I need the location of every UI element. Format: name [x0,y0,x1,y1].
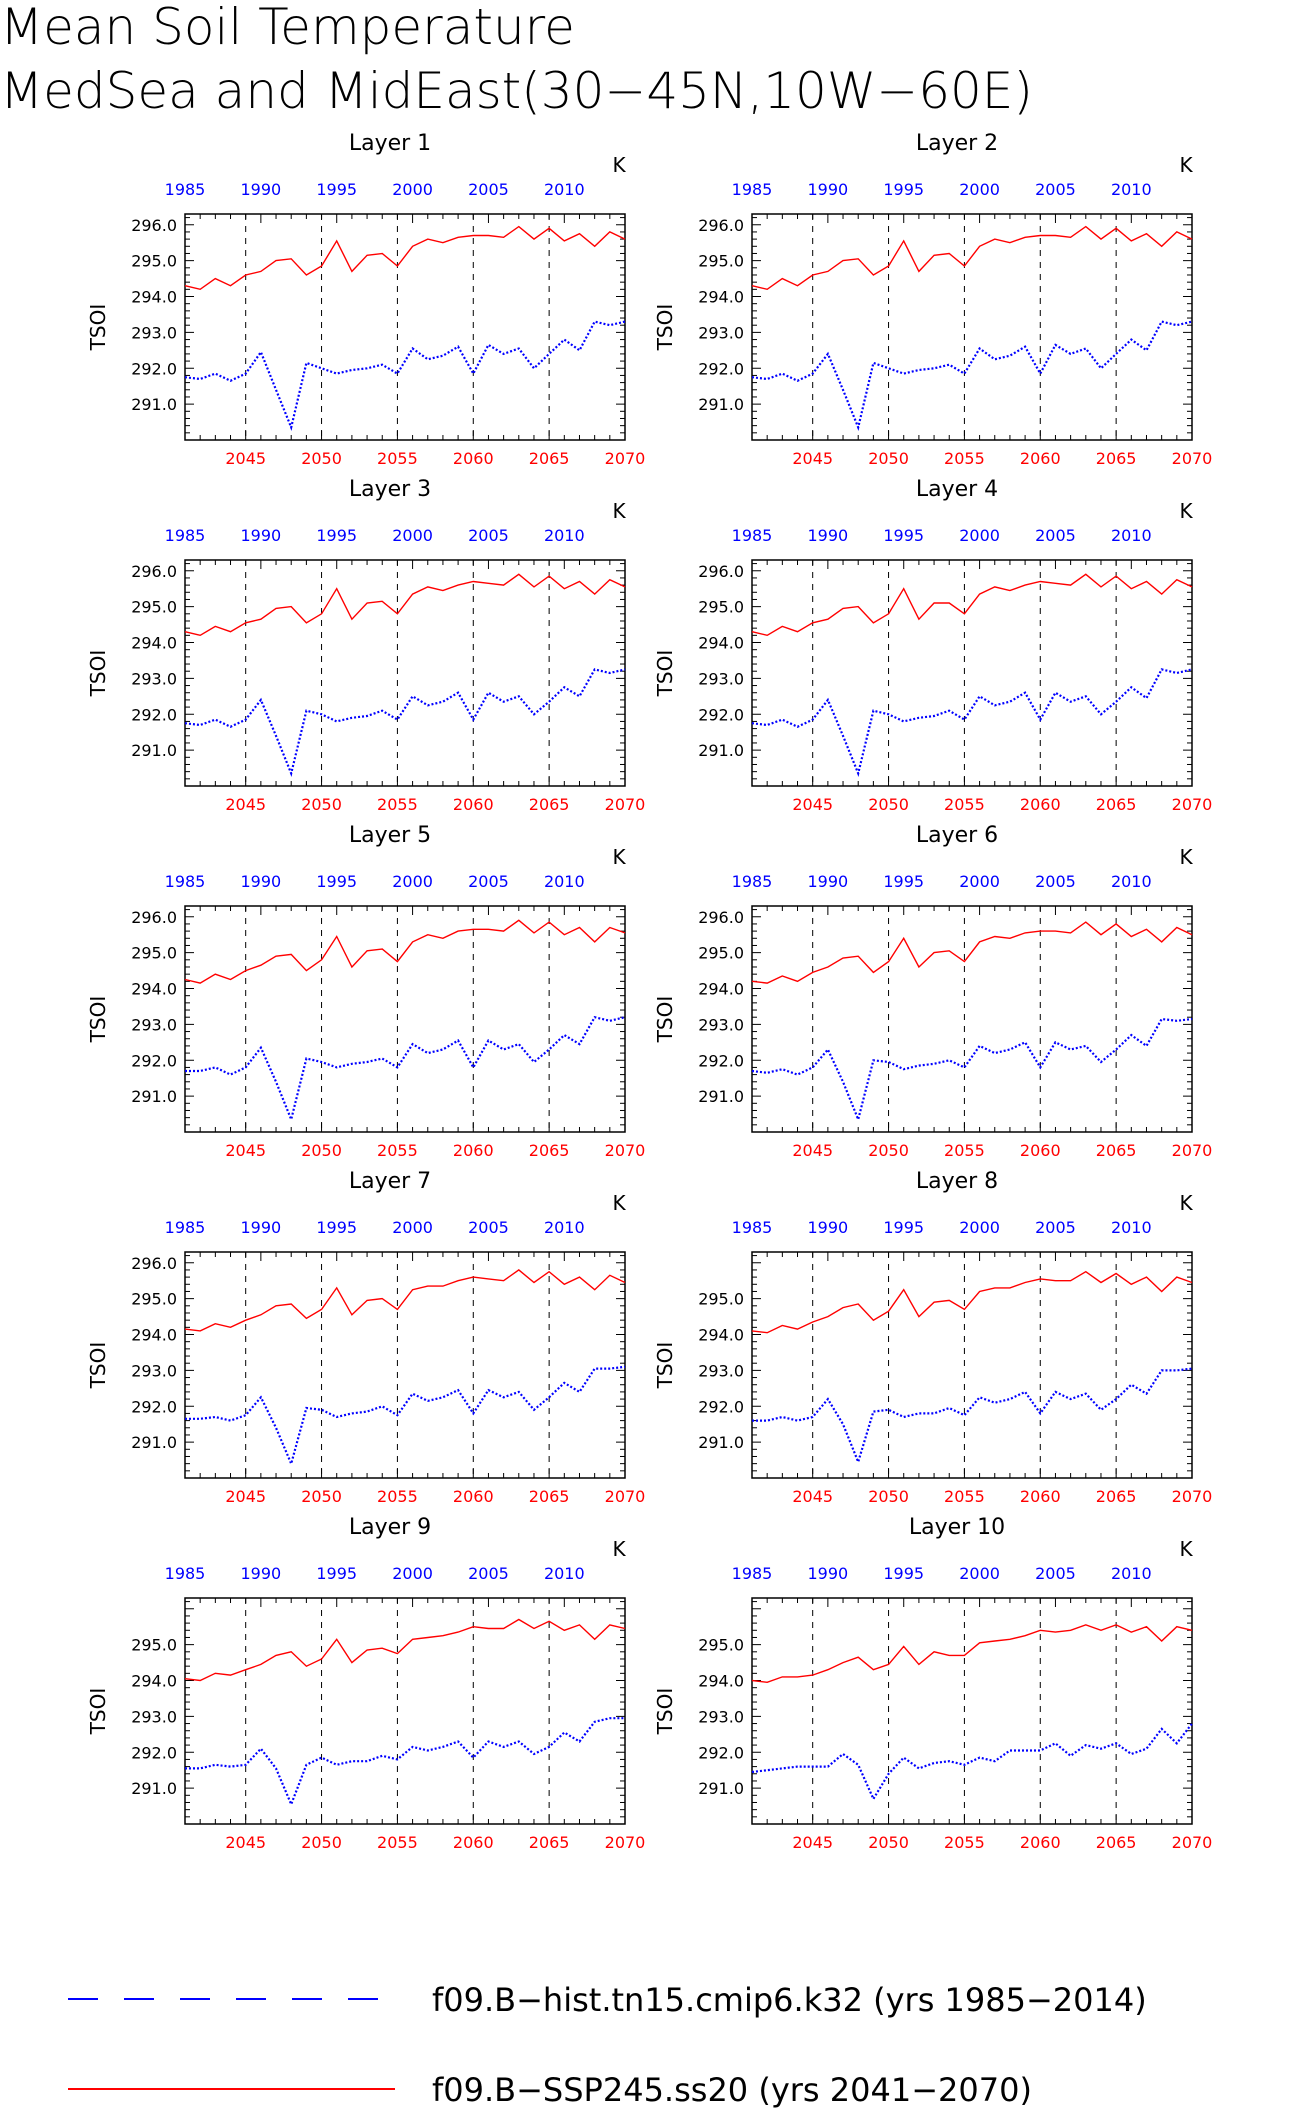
x-tick-label-top: 2000 [959,1218,1000,1237]
x-tick-label-top: 2010 [1110,1218,1152,1237]
legend-hist-label: f09.B−hist.tn15.cmip6.k32 (yrs 1985−2014) [432,1981,1147,2019]
y-tick-label: 291.0 [698,1087,744,1107]
x-tick-label-top: 2005 [468,872,509,891]
x-tick-label-bottom: 2065 [1095,1833,1137,1852]
y-tick-label: 292.0 [131,1743,177,1763]
panel-title: Layer 10 [908,1515,1006,1540]
series-ssp-line [752,227,1192,290]
y-tick-label: 291.0 [131,741,177,761]
series-ssp-line [752,1272,1192,1333]
y-tick-label: 291.0 [131,1433,177,1453]
x-tick-label-top: 1990 [807,180,849,199]
series-ssp-line [752,574,1192,635]
y-tick-label: 293.0 [131,669,177,689]
x-tick-label-top: 1985 [164,1218,206,1237]
panel-2 [653,131,1212,468]
panel-3 [86,477,645,814]
x-tick-label-bottom: 2070 [1171,449,1213,468]
series-ssp-line [185,920,625,983]
plot-frame [185,906,625,1132]
x-tick-label-bottom: 2050 [301,1833,342,1852]
y-tick-label: 293.0 [698,1015,744,1035]
x-tick-label-bottom: 2060 [452,1833,494,1852]
panel-7 [86,1169,645,1506]
series-hist-line [752,1369,1192,1462]
x-tick-label-bottom: 2065 [528,1487,570,1506]
x-tick-label-top: 1990 [807,526,849,545]
y-tick-label: 291.0 [698,741,744,761]
y-tick-label: 293.0 [131,1015,177,1035]
panel-10 [653,1515,1212,1852]
y-tick-label: 294.0 [698,1325,744,1345]
y-tick-label: 296.0 [698,561,744,581]
x-tick-label-top: 2010 [1110,1564,1152,1583]
x-tick-label-bottom: 2050 [301,1487,342,1506]
plot-frame [185,1252,625,1478]
x-tick-label-top: 1990 [240,1218,282,1237]
x-tick-label-top: 1995 [316,1218,358,1237]
y-tick-label: 295.0 [698,597,744,617]
units-label: K [612,1191,626,1215]
x-tick-label-bottom: 2055 [944,1141,985,1160]
x-tick-label-top: 1990 [807,872,849,891]
units-label: K [1179,1537,1193,1561]
y-tick-label: 293.0 [131,1707,177,1727]
x-tick-label-top: 2005 [1035,1218,1076,1237]
y-axis-label: TSOI [653,1341,677,1389]
panel-title: Layer 8 [915,1169,999,1194]
panel-9 [86,1515,645,1852]
x-tick-label-top: 1990 [240,180,282,199]
y-tick-label: 291.0 [131,1779,177,1799]
series-hist-line [185,1367,625,1464]
x-tick-label-top: 1990 [240,1564,282,1583]
plot-frame [185,214,625,440]
units-label: K [1179,153,1193,177]
x-tick-label-top: 1995 [883,872,925,891]
y-tick-label: 295.0 [131,251,177,271]
x-tick-label-top: 1995 [316,180,358,199]
y-tick-label: 292.0 [698,1743,744,1763]
x-tick-label-top: 1995 [883,180,925,199]
plot-frame [752,1252,1192,1478]
x-tick-label-top: 1995 [883,1218,925,1237]
plot-frame [185,1598,625,1824]
units-label: K [1179,499,1193,523]
x-tick-label-bottom: 2070 [604,1833,646,1852]
x-tick-label-top: 2000 [959,872,1000,891]
y-tick-label: 296.0 [131,907,177,927]
series-hist-line [185,322,625,428]
x-tick-label-bottom: 2045 [792,1487,834,1506]
x-tick-label-bottom: 2050 [301,795,342,814]
panel-1 [86,131,645,468]
x-tick-label-bottom: 2050 [301,449,342,468]
x-tick-label-top: 1985 [731,180,773,199]
x-tick-label-bottom: 2065 [528,449,570,468]
panel-title: Layer 4 [915,477,999,502]
units-label: K [612,845,626,869]
series-ssp-line [185,574,625,635]
x-tick-label-bottom: 2070 [1171,1141,1213,1160]
x-tick-label-bottom: 2055 [944,795,985,814]
y-tick-label: 296.0 [131,215,177,235]
y-tick-label: 291.0 [698,395,744,415]
y-tick-label: 292.0 [131,1051,177,1071]
series-hist-line [185,1017,625,1119]
x-tick-label-bottom: 2055 [377,795,418,814]
y-tick-label: 294.0 [131,1671,177,1691]
x-tick-label-top: 2005 [468,526,509,545]
x-tick-label-bottom: 2065 [1095,1141,1137,1160]
x-tick-label-bottom: 2050 [868,1833,909,1852]
x-tick-label-bottom: 2055 [944,449,985,468]
x-tick-label-top: 2000 [392,1564,433,1583]
x-tick-label-bottom: 2045 [225,449,267,468]
plot-frame [185,560,625,786]
x-tick-label-top: 1995 [883,526,925,545]
units-label: K [612,499,626,523]
x-tick-label-top: 2010 [543,872,585,891]
panel-6 [653,823,1212,1160]
y-tick-label: 292.0 [698,1051,744,1071]
x-tick-label-top: 2000 [959,1564,1000,1583]
x-tick-label-top: 1995 [316,872,358,891]
series-hist-line [752,322,1192,428]
y-tick-label: 292.0 [131,1397,177,1417]
panel-5 [86,823,645,1160]
panel-4 [653,477,1212,814]
series-hist-line [185,669,625,773]
x-tick-label-bottom: 2045 [792,1141,834,1160]
x-tick-label-top: 1985 [164,1564,206,1583]
units-label: K [1179,1191,1193,1215]
y-tick-label: 295.0 [131,1289,177,1309]
x-tick-label-top: 2005 [468,1564,509,1583]
series-hist-line [752,1019,1192,1119]
x-tick-label-bottom: 2045 [225,1487,267,1506]
x-tick-label-top: 2010 [543,180,585,199]
y-tick-label: 291.0 [698,1433,744,1453]
plot-frame [752,1598,1192,1824]
plot-frame [752,214,1192,440]
x-tick-label-top: 2005 [1035,526,1076,545]
x-tick-label-top: 2010 [1110,526,1152,545]
x-tick-label-bottom: 2060 [1019,1487,1061,1506]
y-tick-label: 292.0 [698,705,744,725]
y-axis-label: TSOI [653,303,677,351]
panel-title: Layer 6 [915,823,999,848]
legend [68,1981,1147,2109]
panels [86,131,1212,1852]
panel-title: Layer 2 [915,131,999,156]
x-tick-label-bottom: 2070 [1171,795,1213,814]
figure-title-line1: Mean Soil Temperature [0,0,575,56]
x-tick-label-top: 2000 [959,526,1000,545]
x-tick-label-top: 2005 [468,180,509,199]
x-tick-label-top: 1985 [731,526,773,545]
x-tick-label-top: 2005 [468,1218,509,1237]
x-tick-label-bottom: 2055 [377,1833,418,1852]
x-tick-label-bottom: 2055 [944,1487,985,1506]
x-tick-label-bottom: 2060 [452,1487,494,1506]
y-axis-label: TSOI [653,995,677,1043]
x-tick-label-top: 2010 [1110,872,1152,891]
x-tick-label-top: 1985 [164,180,206,199]
y-tick-label: 295.0 [698,1289,744,1309]
y-tick-label: 291.0 [131,1087,177,1107]
series-hist-line [185,1718,625,1804]
y-tick-label: 295.0 [131,597,177,617]
x-tick-label-bottom: 2060 [1019,1833,1061,1852]
y-tick-label: 293.0 [131,1361,177,1381]
x-tick-label-top: 2010 [1110,180,1152,199]
legend-ssp-label: f09.B−SSP245.ss20 (yrs 2041−2070) [432,2071,1032,2109]
panel-title: Layer 7 [348,1169,432,1194]
y-axis-label: TSOI [86,995,110,1043]
x-tick-label-bottom: 2045 [792,1833,834,1852]
x-tick-label-top: 1990 [240,872,282,891]
y-axis-label: TSOI [86,1687,110,1735]
x-tick-label-top: 1985 [731,1218,773,1237]
y-tick-label: 292.0 [131,359,177,379]
y-tick-label: 291.0 [131,395,177,415]
y-tick-label: 293.0 [698,1707,744,1727]
x-tick-label-bottom: 2065 [1095,795,1137,814]
x-tick-label-top: 1985 [731,1564,773,1583]
x-tick-label-bottom: 2070 [604,1141,646,1160]
x-tick-label-top: 1985 [164,526,206,545]
series-ssp-line [185,227,625,290]
y-tick-label: 295.0 [131,1635,177,1655]
x-tick-label-bottom: 2045 [792,449,834,468]
y-tick-label: 292.0 [698,1397,744,1417]
x-tick-label-bottom: 2060 [452,795,494,814]
y-axis-label: TSOI [86,649,110,697]
x-tick-label-top: 1990 [240,526,282,545]
y-tick-label: 292.0 [131,705,177,725]
x-tick-label-top: 1995 [316,526,358,545]
x-tick-label-bottom: 2070 [604,449,646,468]
x-tick-label-bottom: 2055 [377,449,418,468]
x-tick-label-top: 1985 [164,872,206,891]
y-tick-label: 295.0 [698,251,744,271]
x-tick-label-bottom: 2065 [528,795,570,814]
x-tick-label-bottom: 2065 [1095,449,1137,468]
y-tick-label: 295.0 [698,1635,744,1655]
y-tick-label: 293.0 [698,669,744,689]
y-tick-label: 294.0 [698,287,744,307]
x-tick-label-bottom: 2050 [301,1141,342,1160]
x-tick-label-top: 2005 [1035,1564,1076,1583]
x-tick-label-bottom: 2055 [377,1487,418,1506]
x-tick-label-bottom: 2045 [792,795,834,814]
panel-title: Layer 3 [348,477,432,502]
x-tick-label-top: 1990 [807,1218,849,1237]
x-tick-label-bottom: 2060 [1019,449,1061,468]
y-tick-label: 293.0 [698,323,744,343]
y-tick-label: 294.0 [131,287,177,307]
x-tick-label-bottom: 2045 [225,1833,267,1852]
x-tick-label-bottom: 2050 [868,1487,909,1506]
x-tick-label-bottom: 2055 [377,1141,418,1160]
x-tick-label-top: 2010 [543,526,585,545]
series-hist-line [752,669,1192,773]
x-tick-label-top: 2000 [959,180,1000,199]
x-tick-label-top: 1995 [883,1564,925,1583]
y-tick-label: 295.0 [698,943,744,963]
x-tick-label-bottom: 2065 [528,1141,570,1160]
x-tick-label-bottom: 2070 [1171,1487,1213,1506]
y-tick-label: 293.0 [698,1361,744,1381]
y-tick-label: 296.0 [131,1253,177,1273]
x-tick-label-bottom: 2055 [944,1833,985,1852]
figure-title-line2: MedSea and MidEast(30−45N,10W−60E) [0,62,1033,120]
y-tick-label: 295.0 [131,943,177,963]
y-axis-label: TSOI [86,1341,110,1389]
x-tick-label-bottom: 2070 [604,1487,646,1506]
units-label: K [1179,845,1193,869]
x-tick-label-top: 2005 [1035,180,1076,199]
y-tick-label: 296.0 [698,907,744,927]
x-tick-label-top: 2005 [1035,872,1076,891]
y-tick-label: 291.0 [698,1779,744,1799]
y-axis-label: TSOI [653,1687,677,1735]
x-tick-label-top: 1990 [807,1564,849,1583]
series-ssp-line [185,1270,625,1331]
y-tick-label: 294.0 [698,633,744,653]
y-tick-label: 296.0 [131,561,177,581]
x-tick-label-top: 2000 [392,872,433,891]
x-tick-label-bottom: 2060 [452,1141,494,1160]
x-tick-label-bottom: 2045 [225,795,267,814]
y-axis-label: TSOI [86,303,110,351]
series-ssp-line [752,1625,1192,1682]
units-label: K [612,153,626,177]
plot-frame [752,560,1192,786]
x-tick-label-top: 2000 [392,180,433,199]
panel-title: Layer 9 [348,1515,432,1540]
x-tick-label-bottom: 2050 [868,449,909,468]
x-tick-label-top: 2010 [543,1564,585,1583]
series-ssp-line [752,922,1192,983]
x-tick-label-bottom: 2065 [528,1833,570,1852]
x-tick-label-bottom: 2065 [1095,1487,1137,1506]
panel-title: Layer 5 [348,823,432,848]
y-tick-label: 294.0 [131,1325,177,1345]
panel-8 [653,1169,1212,1506]
x-tick-label-bottom: 2060 [1019,795,1061,814]
series-hist-line [752,1724,1192,1799]
x-tick-label-bottom: 2050 [868,1141,909,1160]
x-tick-label-top: 1995 [316,1564,358,1583]
x-tick-label-top: 1985 [731,872,773,891]
series-ssp-line [185,1620,625,1681]
x-tick-label-top: 2000 [392,526,433,545]
y-tick-label: 294.0 [131,633,177,653]
y-tick-label: 296.0 [698,215,744,235]
x-tick-label-top: 2010 [543,1218,585,1237]
x-tick-label-bottom: 2060 [1019,1141,1061,1160]
plot-frame [752,906,1192,1132]
x-tick-label-bottom: 2070 [604,795,646,814]
y-tick-label: 294.0 [698,979,744,999]
y-tick-label: 292.0 [698,359,744,379]
panel-title: Layer 1 [348,131,432,156]
y-tick-label: 294.0 [698,1671,744,1691]
x-tick-label-top: 2000 [392,1218,433,1237]
x-tick-label-bottom: 2050 [868,795,909,814]
units-label: K [612,1537,626,1561]
y-tick-label: 294.0 [131,979,177,999]
x-tick-label-bottom: 2070 [1171,1833,1213,1852]
y-axis-label: TSOI [653,649,677,697]
x-tick-label-bottom: 2060 [452,449,494,468]
y-tick-label: 293.0 [131,323,177,343]
x-tick-label-bottom: 2045 [225,1141,267,1160]
